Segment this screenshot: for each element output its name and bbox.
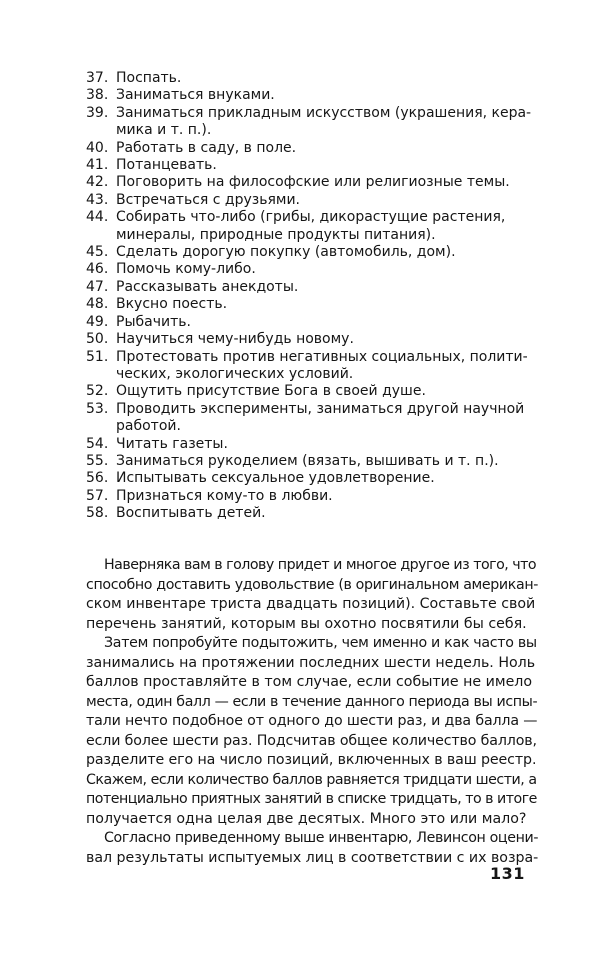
item-text-line: Работать в саду, в поле. xyxy=(116,139,297,156)
item-text-line: Собирать что-либо (грибы, дикорастущие растения, xyxy=(116,209,506,226)
paragraph-line: баллов проставляйте в том случае, если событие не имело xyxy=(86,674,533,690)
item-text xyxy=(116,87,538,104)
page-number: 131 xyxy=(490,864,525,883)
list-item xyxy=(86,505,538,522)
list-item xyxy=(86,192,538,209)
item-text xyxy=(116,70,538,87)
item-number: 49. xyxy=(86,313,109,330)
item-text xyxy=(116,105,538,140)
item-number: 54. xyxy=(86,435,109,452)
list-item xyxy=(86,488,538,505)
paragraph-line: потенциально приятных занятий в списке тридцать, то в итоге xyxy=(86,791,537,807)
item-text xyxy=(116,192,538,209)
item-text-line: Научиться чему-нибудь новому. xyxy=(116,331,354,348)
paragraph xyxy=(86,634,538,829)
item-text-line: Поговорить на философские или религиозные темы. xyxy=(116,174,510,191)
paragraph-line: получается одна целая две десятых. Много это или мало? xyxy=(86,810,527,827)
item-text-line: Заниматься рукоделием (вязать, вышивать и т. п.). xyxy=(116,452,499,469)
paragraph xyxy=(86,556,538,634)
item-text xyxy=(116,279,538,296)
item-text-line: Поспать. xyxy=(116,70,182,86)
item-text-line: ческих, экологических условий. xyxy=(116,365,354,382)
item-text xyxy=(116,261,538,278)
item-text-line: Воспитывать детей. xyxy=(116,505,266,522)
item-number: 42. xyxy=(86,174,109,191)
item-text xyxy=(116,488,538,505)
item-number: 45. xyxy=(86,244,109,261)
item-number: 38. xyxy=(86,87,109,104)
item-text xyxy=(116,140,538,157)
item-text xyxy=(116,244,538,261)
list-item xyxy=(86,470,538,487)
paragraph-line: Скажем, если количество баллов равняется тридцати шести, а xyxy=(86,771,537,788)
item-text-line: Читать газеты. xyxy=(116,435,228,452)
item-text-line: Признаться кому-то в любви. xyxy=(116,487,333,504)
paragraph xyxy=(86,829,538,868)
list-item xyxy=(86,349,538,384)
item-number: 53. xyxy=(86,400,109,417)
paragraph-line: Затем попробуйте подытожить, чем именно и как часто вы xyxy=(104,635,537,651)
paragraph-line: Наверняка вам в голову придет и многое другое из того, что xyxy=(104,557,537,573)
item-number: 50. xyxy=(86,331,109,348)
list-item xyxy=(86,70,538,87)
paragraph-line: ском инвентаре триста двадцать позиций). Составьте свой xyxy=(86,596,536,612)
paragraph-line: тали нечто подобное от одного до шести раз, и два балла — xyxy=(86,713,538,729)
item-text xyxy=(116,296,538,313)
list-item xyxy=(86,87,538,104)
list-item xyxy=(86,244,538,261)
item-text xyxy=(116,401,538,436)
paragraph-line: способно доставить удовольствие (в оригинальном американ- xyxy=(86,576,539,593)
item-number: 37. xyxy=(86,70,109,86)
item-text xyxy=(116,470,538,487)
paragraph-line: вал результаты испытуемых лиц в соответствии с их возра- xyxy=(86,849,539,866)
list-item xyxy=(86,453,538,470)
item-text-line: Сделать дорогую покупку (автомобиль, дом). xyxy=(116,244,456,261)
item-text-line: Потанцевать. xyxy=(116,157,217,174)
item-number: 55. xyxy=(86,452,109,469)
item-text-line: работой. xyxy=(116,418,181,435)
item-text xyxy=(116,349,538,384)
list-item xyxy=(86,314,538,331)
list-item xyxy=(86,209,538,244)
item-text-line: Испытывать сексуальное удовлетворение. xyxy=(116,470,435,487)
activity-list xyxy=(86,70,538,523)
paragraph-line: разделите его на число позиций, включенных в ваш реестр. xyxy=(86,752,537,768)
item-text xyxy=(116,209,538,244)
list-item xyxy=(86,105,538,140)
item-number: 48. xyxy=(86,296,109,313)
list-item xyxy=(86,279,538,296)
list-item xyxy=(86,157,538,174)
item-text-line: Рыбачить. xyxy=(116,313,191,330)
list-item xyxy=(86,296,538,313)
item-text-line: Помочь кому-либо. xyxy=(116,261,256,278)
body-text xyxy=(86,556,538,868)
item-number: 47. xyxy=(86,278,109,295)
item-text-line: Ощутить присутствие Бога в своей душе. xyxy=(116,383,426,400)
list-item xyxy=(86,436,538,453)
paragraph-line: если более шести раз. Подсчитав общее количество баллов, xyxy=(86,732,537,749)
item-text xyxy=(116,174,538,191)
item-text xyxy=(116,453,538,470)
item-number: 40. xyxy=(86,139,109,156)
item-number: 52. xyxy=(86,383,109,400)
item-text-line: Встречаться с друзьями. xyxy=(116,191,301,208)
list-item xyxy=(86,140,538,157)
paragraph-line: Согласно приведенному выше инвентарю, Левинсон оцени- xyxy=(104,830,539,846)
item-number: 57. xyxy=(86,487,109,504)
list-item xyxy=(86,174,538,191)
item-text-line: Рассказывать анекдоты. xyxy=(116,278,299,295)
item-number: 51. xyxy=(86,348,109,365)
item-text xyxy=(116,436,538,453)
list-item xyxy=(86,401,538,436)
item-text-line: Заниматься прикладным искусством (украшения, кера- xyxy=(116,104,532,121)
item-number: 39. xyxy=(86,104,109,121)
item-text-line: Проводить эксперименты, заниматься другой научной xyxy=(116,400,525,417)
item-text-line: Заниматься внуками. xyxy=(116,87,275,104)
item-text-line: Вкусно поесть. xyxy=(116,296,228,313)
item-text-line: мика и т. п.). xyxy=(116,122,212,139)
item-number: 43. xyxy=(86,191,109,208)
list-item xyxy=(86,261,538,278)
item-text xyxy=(116,331,538,348)
item-text xyxy=(116,157,538,174)
item-number: 58. xyxy=(86,505,109,522)
item-number: 41. xyxy=(86,157,109,174)
item-number: 46. xyxy=(86,261,109,278)
item-number: 56. xyxy=(86,470,109,487)
paragraph-line: занимались на протяжении последних шести недель. Ноль xyxy=(86,654,536,671)
item-text-line: минералы, природные продукты питания). xyxy=(116,226,436,243)
list-item xyxy=(86,383,538,400)
item-number: 44. xyxy=(86,209,109,226)
item-text xyxy=(116,383,538,400)
list-item xyxy=(86,331,538,348)
item-text xyxy=(116,505,538,522)
item-text xyxy=(116,314,538,331)
paragraph-line: перечень занятий, которым вы охотно посвятили бы себя. xyxy=(86,615,527,632)
paragraph-line: места, один балл — если в течение данного периода вы испы- xyxy=(86,693,538,710)
item-text-line: Протестовать против негативных социальных, полити- xyxy=(116,348,528,365)
